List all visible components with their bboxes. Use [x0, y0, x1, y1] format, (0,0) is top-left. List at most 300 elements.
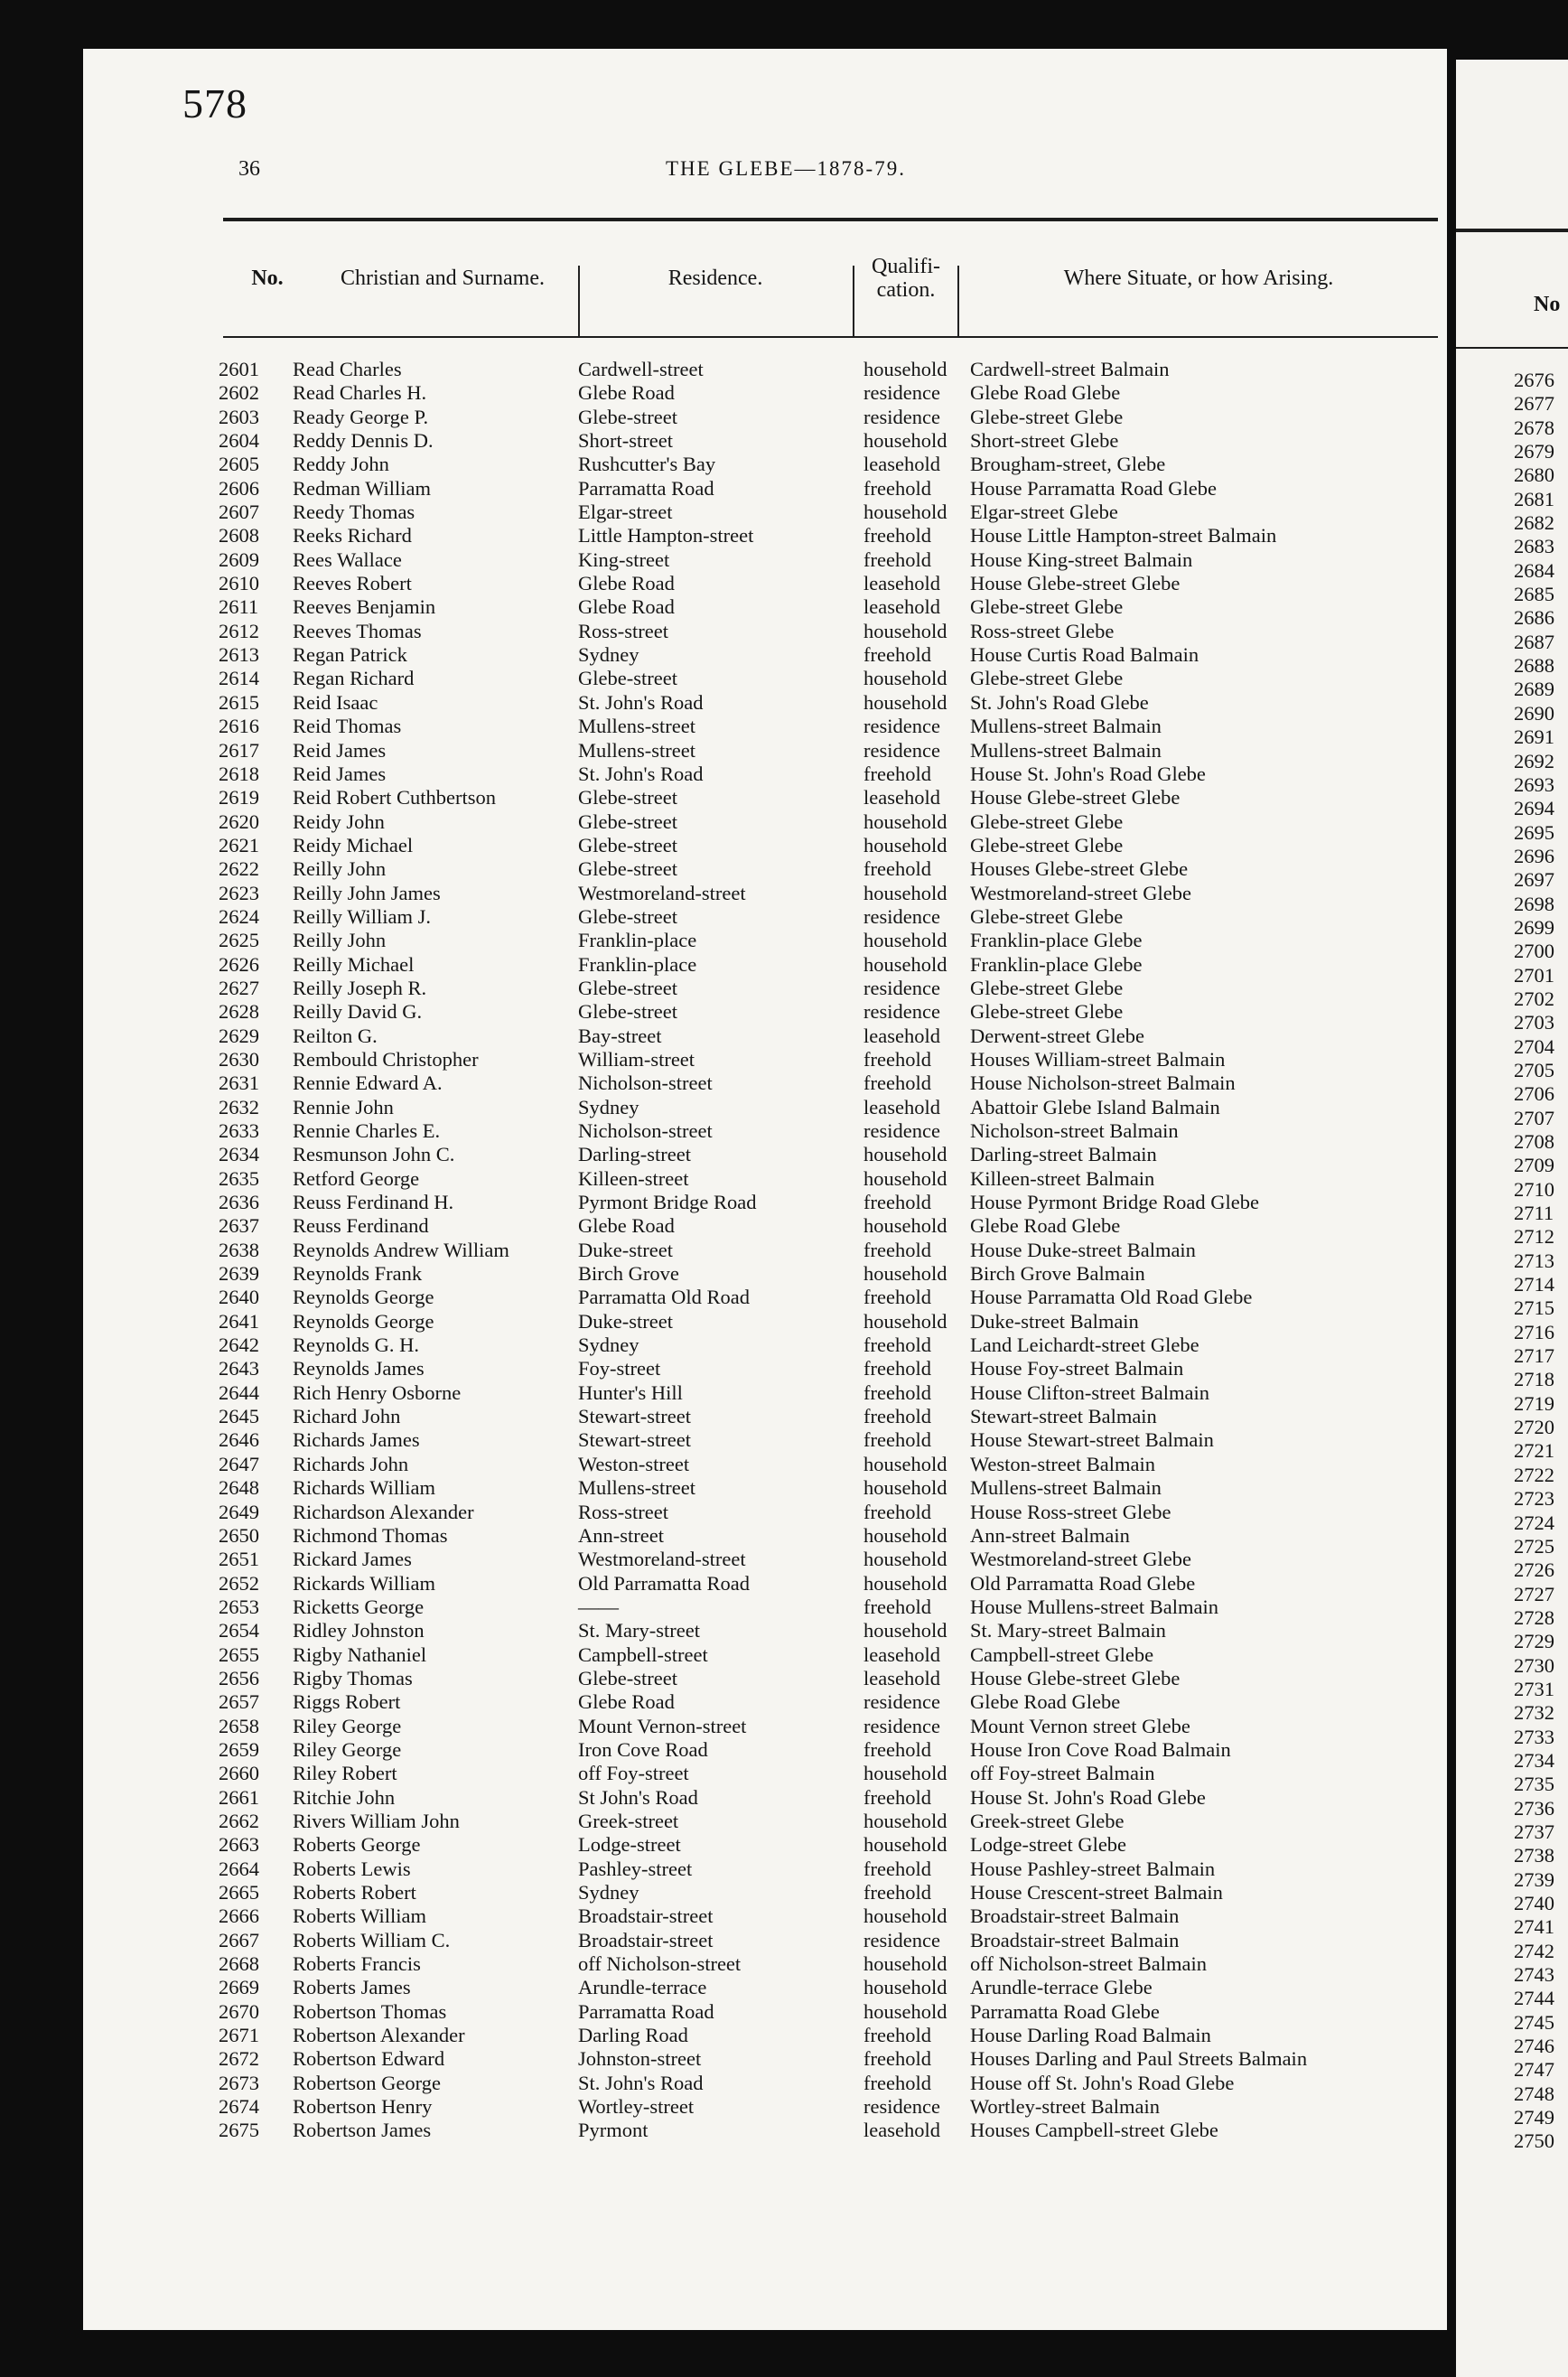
entry-number: 2645: [219, 1405, 259, 1428]
entry-where-situate: St. John's Road Glebe: [970, 690, 1149, 714]
entry-qualification: household: [863, 1762, 947, 1785]
edge-entry-number: 2680: [1514, 463, 1554, 487]
edge-number-column: [1456, 369, 1568, 2154]
table-row: [83, 1619, 1447, 1642]
entry-number: 2650: [219, 1523, 259, 1547]
table-row: [83, 2047, 1447, 2071]
entry-where-situate: Birch Grove Balmain: [970, 1262, 1145, 1286]
entry-name: Reidy Michael: [293, 833, 414, 856]
edge-entry-number: 2742: [1514, 1939, 1554, 1962]
entry-residence: Mount Vernon-street: [578, 1714, 747, 1737]
entry-qualification: household: [863, 429, 947, 453]
entry-where-situate: Glebe-street Glebe: [970, 1000, 1124, 1024]
entry-name: Riley George: [293, 1737, 402, 1761]
edge-row: [1456, 1558, 1568, 1582]
entry-name: Reynolds James: [293, 1357, 425, 1380]
entry-name: Reedy Thomas: [293, 501, 415, 524]
edge-row: [1456, 1773, 1568, 1796]
entry-name: Reynolds George: [293, 1286, 434, 1309]
table-row: [83, 1428, 1447, 1452]
entry-where-situate: Short-street Glebe: [970, 429, 1119, 453]
edge-row: [1456, 1178, 1568, 1202]
edge-row: [1456, 1820, 1568, 1844]
entry-residence: Pyrmont: [578, 2119, 649, 2142]
edge-entry-number: 2724: [1514, 1511, 1554, 1534]
entry-residence: Broadstair-street: [578, 1904, 714, 1928]
entry-number: 2608: [219, 524, 259, 547]
table-row: [83, 929, 1447, 952]
table-row: [83, 1501, 1447, 1524]
entry-qualification: household: [863, 1309, 947, 1333]
entry-name: Roberts James: [293, 1976, 411, 1999]
table-row: [83, 691, 1447, 715]
entry-name: Robertson Thomas: [293, 1999, 447, 2023]
entry-name: Robertson Henry: [293, 2095, 433, 2119]
table-row: [83, 1667, 1447, 1690]
edge-entry-number: 2729: [1514, 1630, 1554, 1653]
entry-name: Reeves Benjamin: [293, 595, 436, 619]
edge-row: [1456, 631, 1568, 654]
entry-number: 2668: [219, 1952, 259, 1976]
entry-name: Riley George: [293, 1714, 402, 1737]
table-row: [83, 1119, 1447, 1143]
edge-entry-number: 2685: [1514, 583, 1554, 606]
edge-row: [1456, 1630, 1568, 1653]
entry-name: Richards William: [293, 1476, 436, 1500]
entry-qualification: residence: [863, 904, 940, 928]
edge-entry-number: 2746: [1514, 2035, 1554, 2058]
entry-name: Rembould Christopher: [293, 1047, 479, 1071]
entry-residence: Elgar-street: [578, 501, 673, 524]
entry-number: 2655: [219, 1642, 259, 1666]
entry-number: 2634: [219, 1143, 259, 1166]
table-row: [83, 977, 1447, 1000]
entry-residence: Foy-street: [578, 1357, 661, 1380]
edge-entry-number: 2681: [1514, 487, 1554, 510]
entry-number: 2666: [219, 1904, 259, 1928]
entry-name: Robertson James: [293, 2119, 432, 2142]
entry-residence: Duke-street: [578, 1309, 673, 1333]
entry-where-situate: House Glebe-street Glebe: [970, 786, 1181, 809]
entry-name: Rees Wallace: [293, 547, 402, 571]
table-row: [83, 1476, 1447, 1500]
table-row: [83, 1858, 1447, 1881]
entry-where-situate: Parramatta Road Glebe: [970, 1999, 1160, 2023]
table-row: [83, 1762, 1447, 1785]
entry-number: 2653: [219, 1595, 259, 1618]
entry-where-situate: Glebe-street Glebe: [970, 833, 1124, 856]
table-row: [83, 1904, 1447, 1928]
entry-name: Reid James: [293, 762, 387, 785]
entry-name: Ridley Johnston: [293, 1619, 425, 1642]
edge-entry-number: 2716: [1514, 1320, 1554, 1343]
entry-where-situate: Franklin-place Glebe: [970, 929, 1143, 952]
edge-row: [1456, 1963, 1568, 1987]
edge-row: [1456, 488, 1568, 511]
edge-row: [1456, 1416, 1568, 1439]
edge-entry-number: 2696: [1514, 844, 1554, 867]
edge-row: [1456, 1082, 1568, 1106]
entry-qualification: freehold: [863, 1737, 931, 1761]
entry-where-situate: Abattoir Glebe Island Balmain: [970, 1095, 1220, 1118]
entry-residence: Glebe-street: [578, 786, 677, 809]
entry-residence: Little Hampton-street: [578, 524, 754, 547]
entry-where-situate: Franklin-place Glebe: [970, 952, 1143, 976]
entry-qualification: leasehold: [863, 1095, 940, 1118]
entry-qualification: household: [863, 1548, 947, 1571]
entry-residence: Wortley-street: [578, 2095, 695, 2119]
edge-row: [1456, 1202, 1568, 1225]
entry-number: 2636: [219, 1191, 259, 1214]
edge-row: [1456, 916, 1568, 940]
table-row: [83, 1929, 1447, 1952]
entry-name: Robertson Edward: [293, 2047, 445, 2071]
entry-qualification: leasehold: [863, 2119, 940, 2142]
edge-row: [1456, 535, 1568, 558]
table-row: [83, 477, 1447, 501]
table-row: [83, 763, 1447, 786]
entry-qualification: freehold: [863, 1286, 931, 1309]
edge-entry-number: 2683: [1514, 535, 1554, 558]
entry-number: 2652: [219, 1571, 259, 1595]
edge-row: [1456, 1749, 1568, 1773]
edge-entry-number: 2691: [1514, 725, 1554, 749]
entry-residence: Ann-street: [578, 1523, 664, 1547]
entry-residence: Campbell-street: [578, 1642, 708, 1666]
entry-qualification: residence: [863, 381, 940, 405]
entry-number: 2643: [219, 1357, 259, 1380]
entry-name: Rich Henry Osborne: [293, 1380, 462, 1404]
entry-number: 2631: [219, 1072, 259, 1095]
entry-where-situate: Derwent-street Glebe: [970, 1024, 1145, 1047]
table-row: [83, 1881, 1447, 1904]
edge-entry-number: 2705: [1514, 1058, 1554, 1081]
table-row: [83, 1025, 1447, 1048]
entry-residence: Glebe-street: [578, 857, 677, 881]
entry-name: Richmond Thomas: [293, 1523, 448, 1547]
edge-entry-number: 2731: [1514, 1677, 1554, 1700]
edge-entry-number: 2684: [1514, 558, 1554, 582]
table-row: [83, 2000, 1447, 2024]
entry-qualification: household: [863, 501, 947, 524]
entry-where-situate: Glebe-street Glebe: [970, 904, 1124, 928]
edge-row: [1456, 1296, 1568, 1320]
edge-row: [1456, 1701, 1568, 1725]
entry-residence: Parramatta Old Road: [578, 1286, 750, 1309]
entry-name: Reynolds Andrew William: [293, 1238, 509, 1261]
entry-number: 2621: [219, 833, 259, 856]
entry-residence: Pyrmont Bridge Road: [578, 1191, 757, 1214]
table-row: [83, 1524, 1447, 1548]
entry-number: 2607: [219, 501, 259, 524]
entry-residence: Glebe-street: [578, 405, 677, 428]
edge-entry-number: 2743: [1514, 1963, 1554, 1987]
entry-where-situate: Nicholson-street Balmain: [970, 1119, 1179, 1142]
entry-residence: Darling-street: [578, 1143, 691, 1166]
edge-entry-number: 2698: [1514, 892, 1554, 915]
entry-where-situate: Houses Campbell-street Glebe: [970, 2119, 1218, 2142]
entry-qualification: freehold: [863, 857, 931, 881]
entry-number: 2648: [219, 1476, 259, 1500]
entry-where-situate: House Clifton-street Balmain: [970, 1380, 1209, 1404]
entry-where-situate: House Little Hampton-street Balmain: [970, 524, 1277, 547]
edge-row: [1456, 2082, 1568, 2106]
edge-row: [1456, 1987, 1568, 2010]
entry-name: Riley Robert: [293, 1762, 397, 1785]
table-row: [83, 620, 1447, 643]
entry-qualification: freehold: [863, 2071, 931, 2094]
edge-entry-number: 2710: [1514, 1177, 1554, 1201]
entry-residence: Parramatta Road: [578, 476, 714, 500]
entry-number: 2647: [219, 1452, 259, 1475]
entry-where-situate: Cardwell-street Balmain: [970, 358, 1170, 380]
entry-qualification: freehold: [863, 1334, 931, 1357]
entry-number: 2665: [219, 1881, 259, 1904]
adjacent-page-edge: [1456, 60, 1568, 2377]
table-row: [83, 643, 1447, 667]
edge-row: [1456, 1464, 1568, 1487]
entry-where-situate: House King-street Balmain: [970, 547, 1193, 571]
entry-name: Rickards William: [293, 1571, 436, 1595]
entry-qualification: household: [863, 833, 947, 856]
entry-where-situate: Glebe-street Glebe: [970, 595, 1124, 619]
entry-qualification: freehold: [863, 1500, 931, 1523]
entry-number: 2602: [219, 381, 259, 405]
entry-number: 2675: [219, 2119, 259, 2142]
entry-number: 2657: [219, 1690, 259, 1714]
entry-qualification: household: [863, 1619, 947, 1642]
entry-qualification: household: [863, 1571, 947, 1595]
entry-number: 2670: [219, 1999, 259, 2023]
entry-qualification: leasehold: [863, 453, 940, 476]
entry-number: 2672: [219, 2047, 259, 2071]
table-row: [83, 453, 1447, 476]
entry-name: Retford George: [293, 1166, 420, 1190]
entry-qualification: residence: [863, 738, 940, 762]
entry-name: Reilly William J.: [293, 904, 432, 928]
entry-where-situate: Houses Glebe-street Glebe: [970, 857, 1189, 881]
entry-qualification: leasehold: [863, 1642, 940, 1666]
edge-row: [1456, 440, 1568, 463]
entry-number: 2626: [219, 952, 259, 976]
edge-entry-number: 2706: [1514, 1082, 1554, 1106]
entry-residence: Glebe-street: [578, 833, 677, 856]
table-row: [83, 739, 1447, 763]
edge-entry-number: 2727: [1514, 1582, 1554, 1605]
header-name: Christian and Surname.: [341, 266, 545, 290]
entry-residence: St. John's Road: [578, 762, 704, 785]
entry-number: 2612: [219, 619, 259, 642]
edge-entry-number: 2730: [1514, 1653, 1554, 1677]
entry-where-situate: Stewart-street Balmain: [970, 1405, 1157, 1428]
entry-qualification: household: [863, 1999, 947, 2023]
entry-where-situate: Mullens-street Balmain: [970, 715, 1162, 738]
edge-row: [1456, 1892, 1568, 1915]
entry-qualification: household: [863, 929, 947, 952]
entry-number: 2618: [219, 762, 259, 785]
edge-entry-number: 2708: [1514, 1130, 1554, 1153]
edge-row: [1456, 559, 1568, 583]
edge-row: [1456, 1035, 1568, 1059]
entry-where-situate: Brougham-street, Glebe: [970, 453, 1166, 476]
entry-number: 2616: [219, 715, 259, 738]
edge-row: [1456, 1535, 1568, 1558]
entry-where-situate: House Parramatta Old Road Glebe: [970, 1286, 1253, 1309]
edge-entry-number: 2699: [1514, 915, 1554, 939]
edge-row: [1456, 893, 1568, 916]
entry-name: Roberts Robert: [293, 1881, 416, 1904]
header-residence: Residence.: [667, 266, 763, 290]
table-row: [83, 2095, 1447, 2119]
entry-where-situate: Greek-street Glebe: [970, 1809, 1125, 1832]
edge-row: [1456, 987, 1568, 1011]
table-row: [83, 1310, 1447, 1334]
entry-name: Reid Thomas: [293, 715, 402, 738]
entry-where-situate: Elgar-street Glebe: [970, 501, 1118, 524]
edge-row: [1456, 845, 1568, 868]
entry-qualification: residence: [863, 1119, 940, 1142]
entry-where-situate: Glebe-street Glebe: [970, 809, 1124, 833]
edge-entry-number: 2707: [1514, 1106, 1554, 1129]
table-row: [83, 358, 1447, 381]
entry-residence: Ross-street: [578, 1500, 668, 1523]
entry-name: Richards James: [293, 1428, 420, 1452]
edge-entry-number: 2739: [1514, 1867, 1554, 1891]
entry-number: 2669: [219, 1976, 259, 1999]
entry-where-situate: off Foy-street Balmain: [970, 1762, 1155, 1785]
table-row: [83, 1690, 1447, 1714]
edge-header-no: No: [1534, 293, 1561, 316]
entry-name: Rennie Charles E.: [293, 1119, 441, 1142]
entry-residence: Glebe Road: [578, 595, 675, 619]
edge-row: [1456, 1130, 1568, 1154]
entry-residence: Greek-street: [578, 1809, 679, 1832]
edge-header-rule: [1456, 347, 1568, 349]
entry-where-situate: House St. John's Road Glebe: [970, 1785, 1206, 1809]
edge-entry-number: 2714: [1514, 1273, 1554, 1296]
edge-row: [1456, 1225, 1568, 1249]
entry-qualification: household: [863, 1833, 947, 1857]
edge-entry-number: 2697: [1514, 868, 1554, 892]
edge-row: [1456, 1107, 1568, 1130]
entry-number: 2660: [219, 1762, 259, 1785]
edge-row: [1456, 2058, 1568, 2082]
entry-number: 2640: [219, 1286, 259, 1309]
entry-number: 2623: [219, 881, 259, 904]
edge-entry-number: 2687: [1514, 630, 1554, 653]
entry-where-situate: Arundle-terrace Glebe: [970, 1976, 1153, 1999]
entry-residence: off Nicholson-street: [578, 1952, 742, 1976]
entry-name: Ricketts George: [293, 1595, 425, 1618]
entry-residence: Nicholson-street: [578, 1119, 713, 1142]
entry-name: Reilly Joseph R.: [293, 976, 427, 999]
entry-number: 2671: [219, 2024, 259, 2047]
entry-name: Rickard James: [293, 1548, 412, 1571]
entry-qualification: freehold: [863, 762, 931, 785]
edge-entry-number: 2703: [1514, 1011, 1554, 1034]
entry-where-situate: Glebe-street Glebe: [970, 667, 1124, 690]
entry-residence: Mullens-street: [578, 738, 695, 762]
entry-where-situate: House Pashley-street Balmain: [970, 1857, 1216, 1880]
entry-residence: Westmoreland-street: [578, 881, 746, 904]
entry-name: Riggs Robert: [293, 1690, 401, 1714]
entry-where-situate: House Glebe-street Glebe: [970, 572, 1181, 595]
entry-residence: Glebe Road: [578, 572, 675, 595]
entry-name: Read Charles H.: [293, 381, 427, 405]
edge-entry-number: 2723: [1514, 1487, 1554, 1511]
entry-name: Reidy John: [293, 809, 385, 833]
table-row: [83, 1357, 1447, 1380]
page-number: 36: [238, 157, 260, 181]
edge-row: [1456, 1344, 1568, 1368]
entry-where-situate: Glebe-street Glebe: [970, 405, 1124, 428]
table-row: [83, 1548, 1447, 1571]
entry-where-situate: House Curtis Road Balmain: [970, 643, 1199, 667]
edge-entry-number: 2733: [1514, 1725, 1554, 1748]
entry-where-situate: Westmoreland-street Glebe: [970, 881, 1191, 904]
entry-name: Roberts William: [293, 1904, 427, 1928]
entry-where-situate: House Crescent-street Balmain: [970, 1881, 1223, 1904]
entry-name: Reilly John: [293, 929, 387, 952]
edge-top-rule: [1456, 229, 1568, 232]
edge-entry-number: 2689: [1514, 678, 1554, 701]
edge-row: [1456, 583, 1568, 606]
edge-row: [1456, 2011, 1568, 2035]
edge-row: [1456, 654, 1568, 678]
entry-qualification: freehold: [863, 2024, 931, 2047]
entry-residence: St John's Road: [578, 1785, 698, 1809]
table-row: [83, 905, 1447, 929]
table-row: [83, 715, 1447, 738]
entry-qualification: freehold: [863, 547, 931, 571]
edge-entry-number: 2745: [1514, 2010, 1554, 2034]
table-row: [83, 2072, 1447, 2095]
entry-where-situate: House Nicholson-street Balmain: [970, 1072, 1236, 1095]
entry-residence: Birch Grove: [578, 1262, 679, 1286]
running-title: THE GLEBE—1878-79.: [666, 157, 906, 180]
entry-number: 2654: [219, 1619, 259, 1642]
entry-number: 2629: [219, 1024, 259, 1047]
entry-qualification: household: [863, 809, 947, 833]
entry-number: 2638: [219, 1238, 259, 1261]
entry-where-situate: Darling-street Balmain: [970, 1143, 1157, 1166]
entry-residence: Johnston-street: [578, 2047, 702, 2071]
entry-name: Reeks Richard: [293, 524, 412, 547]
edge-row: [1456, 1511, 1568, 1535]
edge-row: [1456, 940, 1568, 963]
table-row: [83, 1286, 1447, 1309]
entry-number: 2613: [219, 643, 259, 667]
entry-number: 2603: [219, 405, 259, 428]
entry-qualification: freehold: [863, 643, 931, 667]
table-row: [83, 1572, 1447, 1596]
entry-residence: Glebe Road: [578, 1214, 675, 1238]
edge-row: [1456, 1654, 1568, 1678]
entry-qualification: household: [863, 1262, 947, 1286]
entry-where-situate: Killeen-street Balmain: [970, 1166, 1155, 1190]
entry-residence: Westmoreland-street: [578, 1548, 746, 1571]
edge-entry-number: 2741: [1514, 1915, 1554, 1939]
edge-row: [1456, 1940, 1568, 1963]
entry-qualification: residence: [863, 976, 940, 999]
table-row: [83, 1405, 1447, 1428]
entry-number: 2644: [219, 1380, 259, 1404]
edge-entry-number: 2737: [1514, 1820, 1554, 1843]
folio-number: 578: [182, 80, 247, 126]
edge-row: [1456, 1321, 1568, 1344]
edge-row: [1456, 1487, 1568, 1511]
entry-residence: Mullens-street: [578, 715, 695, 738]
